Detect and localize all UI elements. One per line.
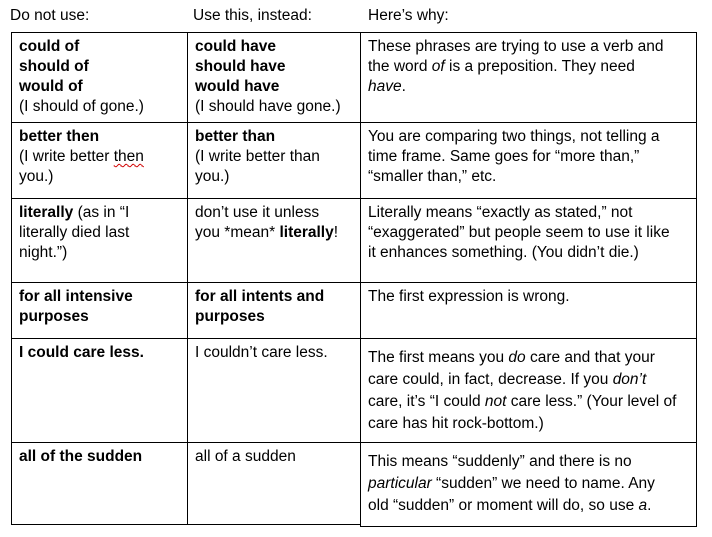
why-text: care has hit rock-bottom.) [368, 415, 544, 432]
wrong-example: (I write better then [19, 148, 144, 165]
row-2-wrong-cell [11, 122, 188, 199]
row-6-why-cell [360, 442, 697, 527]
right-phrase: you *mean* literally! [195, 224, 339, 241]
why-text: These phrases are trying to use a verb and [368, 38, 664, 55]
right-phrase: I couldn’t care less. [195, 344, 328, 361]
wrong-example: (I should of gone.) [19, 98, 144, 115]
wrong-phrase: purposes [19, 308, 89, 325]
wrong-phrase: should of [19, 58, 89, 75]
why-text: it enhances something. (You didn’t die.) [368, 244, 639, 261]
why-text: “exaggerated” but people seem to use it like [368, 224, 670, 241]
wrong-example: literally died last [19, 224, 130, 241]
wrong-phrase: literally (as in “I [19, 204, 130, 221]
right-phrase: would have [195, 78, 280, 95]
wrong-phrase: would of [19, 78, 83, 95]
row-6-right-cell [187, 442, 361, 525]
header-do-not-use: Do not use: [10, 7, 90, 24]
spellcheck-underline: then [113, 148, 144, 165]
why-text: particular “sudden” we need to name. Any [368, 475, 655, 492]
row-3-right-cell [187, 198, 361, 283]
wrong-phrase: for all intensive [19, 288, 133, 305]
why-text: “smaller than,” etc. [368, 168, 497, 185]
right-phrase: should have [195, 58, 286, 75]
wrong-example: you.) [19, 168, 54, 185]
why-text: care could, in fact, decrease. If you don’t [368, 371, 647, 388]
why-text: time frame. Same goes for “more than,” [368, 148, 640, 165]
wrong-phrase: better then [19, 128, 100, 145]
right-phrase: purposes [195, 308, 265, 325]
right-phrase: could have [195, 38, 276, 55]
right-example: (I should have gone.) [195, 98, 341, 115]
row-3-wrong-cell [11, 198, 188, 283]
wrong-phrase: could of [19, 38, 80, 55]
right-phrase: don’t use it unless [195, 204, 320, 221]
row-4-wrong-cell [11, 282, 188, 339]
row-4-why-cell [360, 282, 697, 339]
why-text: You are comparing two things, not telling a [368, 128, 660, 145]
row-1-right-cell [187, 32, 361, 123]
wrong-phrase: all of the sudden [19, 448, 143, 465]
right-example: (I write better than [195, 148, 320, 165]
why-text: the word of is a preposition. They need [368, 58, 635, 75]
why-text: This means “suddenly” and there is no [368, 453, 632, 470]
row-1-wrong-cell [11, 32, 188, 123]
row-6-wrong-cell [11, 442, 188, 525]
row-5-right-cell [187, 338, 361, 443]
wrong-phrase: I could care less. [19, 344, 144, 361]
wrong-example: night.”) [19, 244, 68, 261]
header-use-instead: Use this, instead: [193, 7, 312, 24]
right-example: you.) [195, 168, 230, 185]
row-1-why-cell [360, 32, 697, 123]
why-text: The first expression is wrong. [368, 288, 570, 305]
row-2-why-cell [360, 122, 697, 199]
why-text: old “sudden” or moment will do, so use a. [368, 497, 652, 514]
row-5-wrong-cell [11, 338, 188, 443]
row-2-right-cell [187, 122, 361, 199]
why-text: The first means you do care and that your [368, 349, 655, 366]
why-text: have. [368, 78, 406, 95]
why-text: Literally means “exactly as stated,” not [368, 204, 633, 221]
row-4-right-cell [187, 282, 361, 339]
why-text: care, it’s “I could not care less.” (Your level of [368, 393, 677, 410]
row-5-why-cell [360, 338, 697, 443]
right-phrase: all of a sudden [195, 448, 296, 465]
row-3-why-cell [360, 198, 697, 283]
right-phrase: for all intents and [195, 288, 325, 305]
right-phrase: better than [195, 128, 276, 145]
header-why: Here’s why: [368, 7, 449, 24]
